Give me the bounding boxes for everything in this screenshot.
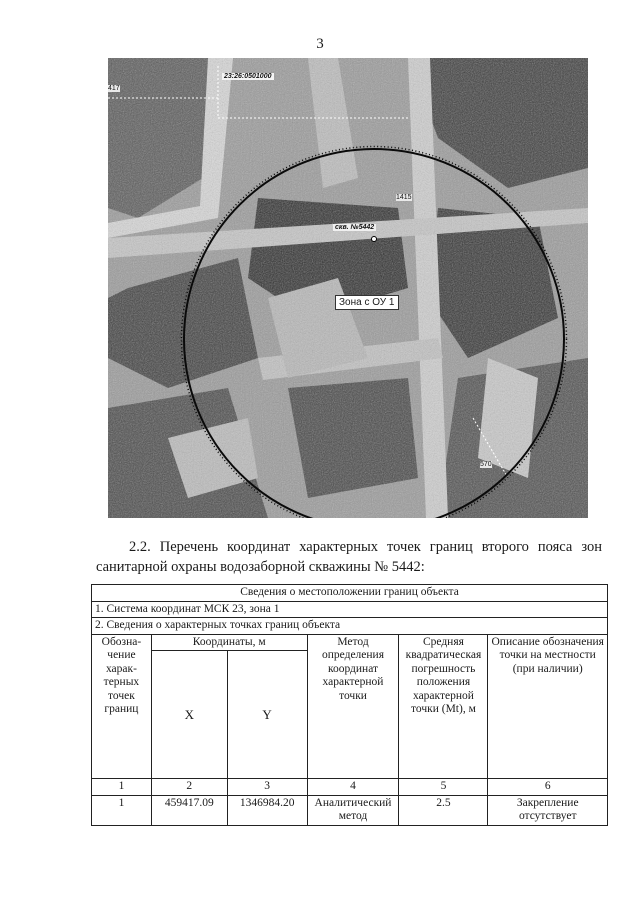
header-y: Y — [227, 651, 307, 779]
header-designation: Обозна-чение харак-терных точек границ — [92, 634, 152, 779]
column-number: 5 — [399, 779, 488, 796]
header-method: Метод определения координат характерной точки — [307, 634, 399, 779]
coord-x: 459417.09 — [151, 795, 227, 825]
table-row — [92, 795, 608, 825]
points-section-row: 2. Сведения о характерных точках границ объекта — [92, 618, 608, 635]
header-description: Описание обозначения точки на местности (при наличии) — [488, 634, 608, 779]
map-image — [108, 58, 588, 518]
header-x: X — [151, 651, 227, 779]
header-error: Средняя квадратическая погрешность положения характерной точки (Mt), м — [399, 634, 488, 779]
coordinate-system-row: 1. Система координат МСК 23, зона 1 — [92, 601, 608, 618]
satellite-map — [108, 58, 588, 518]
column-number: 1 — [92, 779, 152, 796]
parcel-id-label: 23:26:0501000 — [224, 73, 272, 80]
error-cell: 2.5 — [399, 795, 488, 825]
column-number: 4 — [307, 779, 399, 796]
section-heading: 2.2. Перечень координат характерных точек границ второго пояса зон санитарной охраны водозаборной скважины № 5442: — [96, 539, 602, 575]
well-marker — [372, 237, 377, 242]
column-number-row — [92, 779, 608, 796]
column-number: 3 — [227, 779, 307, 796]
well-label: скв. №5442 — [335, 224, 375, 231]
boundary-number-label: 1415 — [396, 194, 412, 201]
method-cell: Аналитический метод — [307, 795, 399, 825]
table-title: Сведения о местоположении границ объекта — [92, 585, 608, 602]
column-number: 2 — [151, 779, 227, 796]
page-number: 3 — [316, 36, 324, 52]
column-number: 6 — [488, 779, 608, 796]
zone-label: Зона с ОУ 1 — [335, 295, 399, 310]
coordinates-table — [91, 584, 608, 826]
boundary-number-label: 417 — [108, 85, 120, 92]
description-cell: Закрепление отсутствует — [488, 795, 608, 825]
point-number: 1 — [92, 795, 152, 825]
boundary-number-label: 570 — [480, 461, 492, 468]
header-coordinates: Координаты, м — [151, 634, 307, 651]
coord-y: 1346984.20 — [227, 795, 307, 825]
